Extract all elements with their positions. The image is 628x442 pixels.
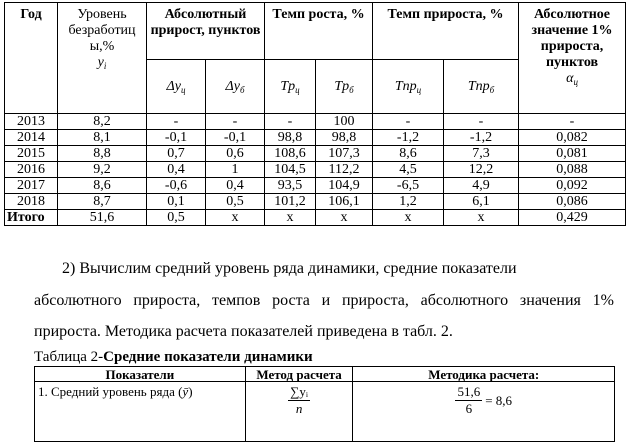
header-unemployment-sub: i [103,61,107,71]
paragraph-line-2: абсолютного прироста, темпов роста и прироста, абсолютного значения 1% [34,292,614,309]
cell-y: 8,2 [58,114,147,130]
cell-dy-c: - [147,114,206,130]
cell-dy-b: 1 [206,162,265,178]
cell-tp-b: 98,8 [316,130,373,146]
subheader-dy-c: $\Delta y_ц$ [147,60,206,114]
cell-year: 2017 [5,178,58,194]
cell-year: 2016 [5,162,58,178]
table-row [5,130,626,146]
cell-tp-b: 100 [316,114,373,130]
cell-dy-b: - [206,114,265,130]
cell-year: 2018 [5,194,58,210]
calc-numerator: 51,6 [457,384,481,399]
method-numerator: ∑yᵢ [290,384,309,399]
cell-tp-c: x [265,210,316,226]
header-abs-value-symbol: α [566,71,574,86]
calc-denominator: 6 [465,401,473,416]
cell-dy-b: x [206,210,265,226]
cell-year: 2014 [5,130,58,146]
table2-caption-title: Средние показатели динамики [103,349,313,365]
cell-dy-b: 0,4 [206,178,265,194]
method-denominator: n [295,401,303,416]
cell-year: Итого [5,210,58,226]
cell-dy-c: -0,1 [147,130,206,146]
subheader-tp-b: $Tp_б$ [316,60,373,114]
cell-tp-b: 106,1 [316,194,373,210]
cell-dy-c: -0,6 [147,178,206,194]
table-row [5,194,626,210]
cell-tpr-b: -1,2 [444,130,519,146]
cell-tpr-b: 7,3 [444,146,519,162]
cell-alpha: 0,081 [519,146,626,162]
header-unemployment-label: Уровень безработиц ы,% [68,7,136,54]
cell-tpr-c: 8,6 [373,146,444,162]
cell-alpha: 0,092 [519,178,626,194]
table-row [5,178,626,194]
cell-tp-c: 104,5 [265,162,316,178]
cell-y: 8,7 [58,194,147,210]
t2-header-indicators: Показатели [35,367,246,382]
cell-dy-c: 0,1 [147,194,206,210]
t2-row1-method [245,382,353,442]
t2-header-calc: Методика расчета: [353,367,615,382]
cell-y: 8,6 [58,178,147,194]
cell-tp-b: 107,3 [316,146,373,162]
header-increase-rate: Темп прироста, % [373,3,519,60]
cell-alpha: 0,429 [519,210,626,226]
cell-alpha: - [519,114,626,130]
paragraph-line-3: прироста. Методика расчета показателей приведена в табл. 2. [34,323,453,340]
subheader-dy-b: $\Delta y_б$ [206,60,265,114]
cell-tpr-b: x [444,210,519,226]
cell-tpr-b: 6,1 [444,194,519,210]
cell-y: 51,6 [58,210,147,226]
cell-dy-b: 0,6 [206,146,265,162]
subheader-tpr-b: Tпр$_б$ [444,60,519,114]
t2-header-method: Метод расчета [245,367,353,382]
averages-table [34,366,615,442]
header-abs-growth: Абсолютный прирост, пунктов [147,3,265,60]
cell-dy-b: -0,1 [206,130,265,146]
header-abs-value [519,3,626,114]
cell-tp-c: 93,5 [265,178,316,194]
header-year: Год [5,3,58,114]
t2-row1-calc [353,382,615,442]
cell-y: 8,1 [58,130,147,146]
cell-y: 9,2 [58,162,147,178]
cell-y: 8,8 [58,146,147,162]
cell-dy-c: 0,7 [147,146,206,162]
cell-year: 2013 [5,114,58,130]
header-abs-value-label: Абсолютное значение 1% прироста, пунктов [531,7,613,70]
cell-tp-c: 108,6 [265,146,316,162]
header-growth-rate: Темп роста, % [265,3,373,60]
dynamics-table [4,2,626,226]
header-unemployment-symbol: y [97,55,104,70]
cell-dy-c: 0,5 [147,210,206,226]
cell-alpha: 0,082 [519,130,626,146]
cell-alpha: 0,086 [519,194,626,210]
cell-tp-c: 101,2 [265,194,316,210]
cell-dy-c: 0,4 [147,162,206,178]
cell-tpr-c: -6,5 [373,178,444,194]
calc-result: = 8,6 [485,392,513,408]
cell-tpr-b: 12,2 [444,162,519,178]
table-row [5,146,626,162]
subheader-tpr-c: Tпр$_ц$ [373,60,444,114]
cell-year: 2015 [5,146,58,162]
cell-tpr-c: 1,2 [373,194,444,210]
paragraph-line-1: 2) Вычислим средний уровень ряда динамики, средние показатели [62,260,517,277]
cell-tpr-c: - [373,114,444,130]
cell-tp-c: - [265,114,316,130]
cell-tpr-b: 4,9 [444,178,519,194]
cell-tp-b: 112,2 [316,162,373,178]
t2-row1-indicator: 1. Средний уровень ряда (ȳ) [35,382,246,442]
cell-tpr-b: - [444,114,519,130]
cell-tpr-c: x [373,210,444,226]
table-row [5,162,626,178]
cell-tp-b: x [316,210,373,226]
cell-tpr-c: 4,5 [373,162,444,178]
table2-caption-prefix: Таблица 2- [34,349,104,365]
table-row [5,210,626,226]
cell-tp-c: 98,8 [265,130,316,146]
table2-caption [34,349,313,366]
cell-tp-b: 104,9 [316,178,373,194]
table-row [5,114,626,130]
header-abs-value-sub: ц [573,77,578,87]
cell-alpha: 0,088 [519,162,626,178]
subheader-tp-c: $Tp_ц$ [265,60,316,114]
cell-tpr-c: -1,2 [373,130,444,146]
cell-dy-b: 0,5 [206,194,265,210]
header-unemployment [58,3,147,114]
